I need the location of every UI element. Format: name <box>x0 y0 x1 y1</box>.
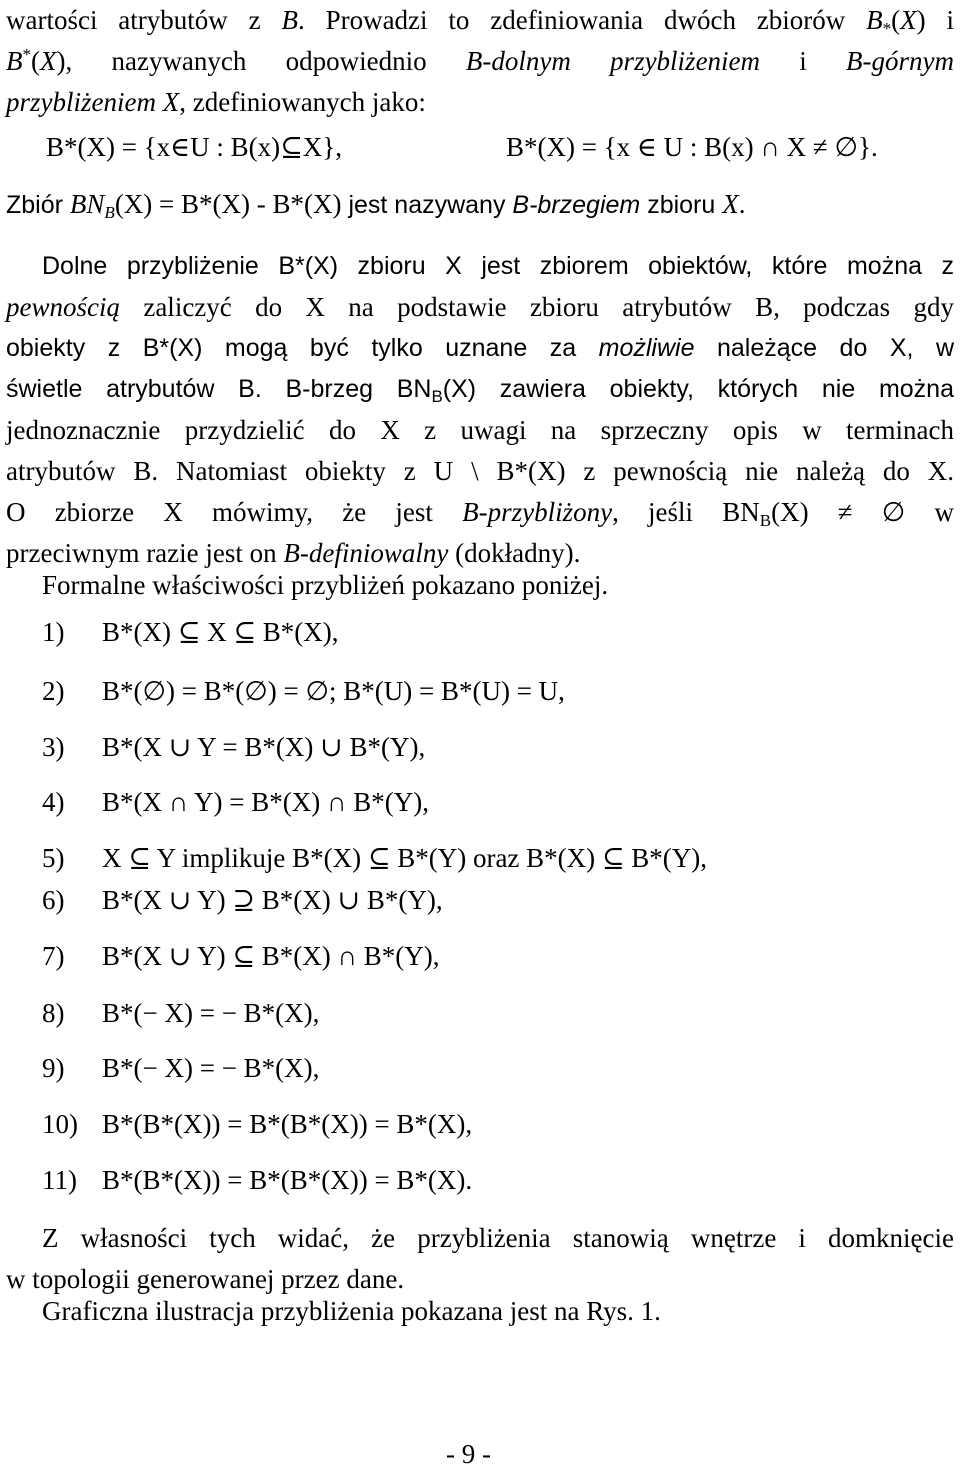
intro-line-2: B*(X), nazywanych odpowiednio B-dolnym przybliżeniem i B-górnym <box>6 45 954 76</box>
list-item: 9) B*(− X) = − B*(X), <box>42 1053 320 1083</box>
para2-line-1: O zbiorze X mówimy, że jest B-przybliżony, jeśli $BN_B(X)$ ≠ ∅ w <box>6 497 954 530</box>
closing-line-1: Z własności tych widać, że przybliżenia stanowią wnętrze i domknięcie <box>42 1223 954 1253</box>
para1-line-4: świetle atrybutów B. B-brzeg $BN_B(X)$ zawiera obiekty, których nie można <box>6 375 954 406</box>
page-number: - 9 - <box>446 1439 491 1469</box>
para1-line-2: pewnością zaliczyć do X na podstawie zbioru atrybutów B, podczas gdy <box>6 292 954 322</box>
closing-line-2: w topologii generowanej przez dane. <box>6 1264 405 1294</box>
para2-line-2: przeciwnym razie jest on B-definiowalny (dokładny). <box>6 538 581 568</box>
para1-line-3: obiekty z B*(X) mogą być tylko uznane za możliwie należące do X, w <box>6 334 954 362</box>
boundary-definition: Zbiór $BN_B(X) = B*(X) - B*(X)$ jest nazywany B-brzegiem zbioru X. <box>6 189 746 222</box>
list-item: 10) B*(B*(X)) = B*(B*(X)) = B*(X), <box>42 1109 473 1139</box>
list-item: 11) B*(B*(X)) = B*(B*(X)) = B*(X). <box>42 1165 473 1195</box>
list-item: 4) B*(X ∩ Y) = B*(X) ∩ B*(Y), <box>42 787 429 817</box>
intro-line-3: przybliżeniem X, zdefiniowanych jako: <box>6 87 426 117</box>
list-item: 8) B*(− X) = − B*(X), <box>42 998 320 1028</box>
intro-line-1: wartości atrybutów z B. Prowadzi to zdefiniowania dwóch zbiorów $B_*(X)$ i <box>6 5 954 38</box>
para3: Formalne właściwości przybliżeń pokazano poniżej. <box>42 570 609 600</box>
para1-line-1: Dolne przybliżenie B*(X) zbioru X jest zbiorem obiektów, które można z <box>42 252 954 280</box>
closing-line-3: Graficzna ilustracja przybliżenia pokazana jest na Rys. 1. <box>42 1296 661 1326</box>
list-item: 2) B*(∅) = B*(∅) = ∅; B*(U) = B*(U) = U, <box>42 676 565 706</box>
lower-approximation-definition: B*(X) = {x∈U : B(x)⊆X}, <box>46 132 342 162</box>
para1-line-6: atrybutów B. Natomiast obiekty z U \ B*(X) z pewnością nie należą do X. <box>6 456 954 486</box>
list-item: 5) X ⊆ Y implikuje B*(X) ⊆ B*(Y) oraz B*(X) ⊆ B*(Y), <box>42 843 708 873</box>
list-item: 3) B*(X ∪ Y = B*(X) ∪ B*(Y), <box>42 732 426 762</box>
list-item: 1) B*(X) ⊆ X ⊆ B*(X), <box>42 617 339 647</box>
list-item: 6) B*(X ∪ Y) ⊇ B*(X) ∪ B*(Y), <box>42 885 443 915</box>
upper-approximation-definition: B*(X) = {x ∈ U : B(x) ∩ X ≠ ∅}. <box>506 132 878 162</box>
list-item: 7) B*(X ∪ Y) ⊆ B*(X) ∩ B*(Y), <box>42 941 440 971</box>
para1-line-5: jednoznacznie przydzielić do X z uwagi na sprzeczny opis w terminach <box>6 415 954 445</box>
